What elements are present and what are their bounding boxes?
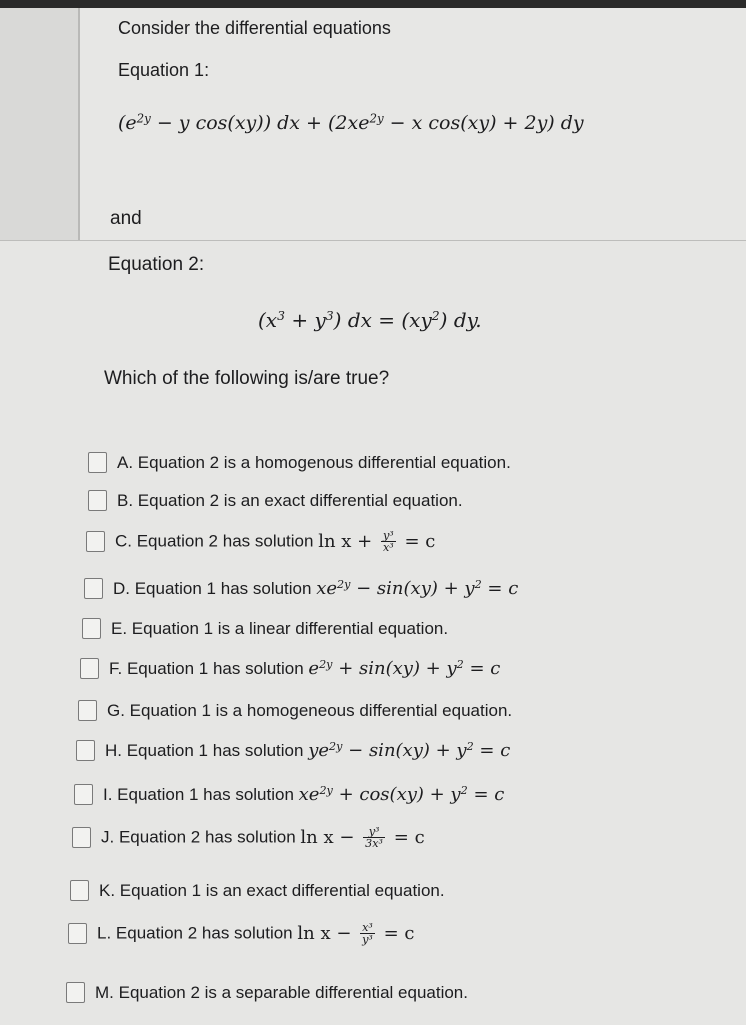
option-i[interactable] — [74, 784, 504, 805]
option-label: K. Equation 1 is an exact differential equation. — [99, 880, 445, 900]
option-label: L. Equation 2 has solution ln x − $\frac{\text{x³}}{\text{y³}}$ = c — [97, 921, 415, 947]
option-label: G. Equation 1 is a homogeneous differential equation. — [107, 700, 513, 720]
option-label: B. Equation 2 is an exact differential equation. — [117, 490, 463, 510]
checkbox[interactable] — [88, 452, 107, 473]
option-e[interactable] — [82, 618, 448, 639]
checkbox[interactable] — [76, 740, 95, 761]
option-a[interactable] — [88, 452, 511, 473]
option-l[interactable] — [68, 922, 415, 945]
checkbox[interactable] — [88, 490, 107, 511]
option-h[interactable] — [76, 740, 510, 761]
option-f[interactable] — [80, 658, 500, 679]
equation-2: $(x^3 + y^3)$ dx = $(xy^2)$ dy. — [258, 308, 482, 332]
equation-1-label: Equation 1: — [118, 60, 210, 80]
option-label: M. Equation 2 is a separable differential equation. — [95, 982, 468, 1002]
checkbox[interactable] — [74, 784, 93, 805]
checkbox[interactable] — [70, 880, 89, 901]
checkbox[interactable] — [66, 982, 85, 1003]
option-j[interactable] — [72, 826, 425, 849]
checkbox[interactable] — [82, 618, 101, 639]
option-c[interactable] — [86, 530, 435, 553]
top-bar — [0, 0, 746, 8]
intro-text: Consider the differential equations — [118, 18, 391, 38]
option-label: H. Equation 1 has solution $ye^{2y} - \sin(xy) + y^2 = c$ — [105, 739, 511, 761]
checkbox[interactable] — [68, 923, 87, 944]
option-m[interactable] — [66, 982, 468, 1003]
question-text: Which of the following is/are true? — [104, 368, 390, 389]
option-label: E. Equation 1 is a linear differential equation. — [111, 618, 449, 638]
and-text: and — [110, 208, 142, 229]
option-label: J. Equation 2 has solution ln x − $\frac{\text{y³}}{\text{3x³}}$ = c — [101, 825, 425, 851]
option-label: F. Equation 1 has solution $e^{2y} + \sin(xy) + y^2 = c$ — [109, 657, 501, 679]
option-label: C. Equation 2 has solution ln x + $\frac{\text{y³}}{\text{x³}}$ = c — [115, 529, 436, 555]
option-label: A. Equation 2 is a homogenous differential equation. — [117, 452, 511, 472]
checkbox[interactable] — [72, 827, 91, 848]
checkbox[interactable] — [80, 658, 99, 679]
checkbox[interactable] — [78, 700, 97, 721]
option-d[interactable] — [84, 578, 518, 599]
option-k[interactable] — [70, 880, 445, 901]
option-b[interactable] — [88, 490, 463, 511]
checkbox[interactable] — [84, 578, 103, 599]
equation-2-label: Equation 2: — [108, 254, 205, 275]
checkbox[interactable] — [86, 531, 105, 552]
option-label: I. Equation 1 has solution $xe^{2y} + \cos(xy) + y^2 = c$ — [103, 783, 505, 805]
option-g[interactable] — [78, 700, 512, 721]
equation-1: ($e^{2y} - y$ cos(xy)) dx + ($2xe^{2y} - x$ cos(xy) + 2y) dy — [118, 111, 584, 134]
option-label: D. Equation 1 has solution $xe^{2y} - \sin(xy) + y^2 = c$ — [113, 577, 519, 599]
